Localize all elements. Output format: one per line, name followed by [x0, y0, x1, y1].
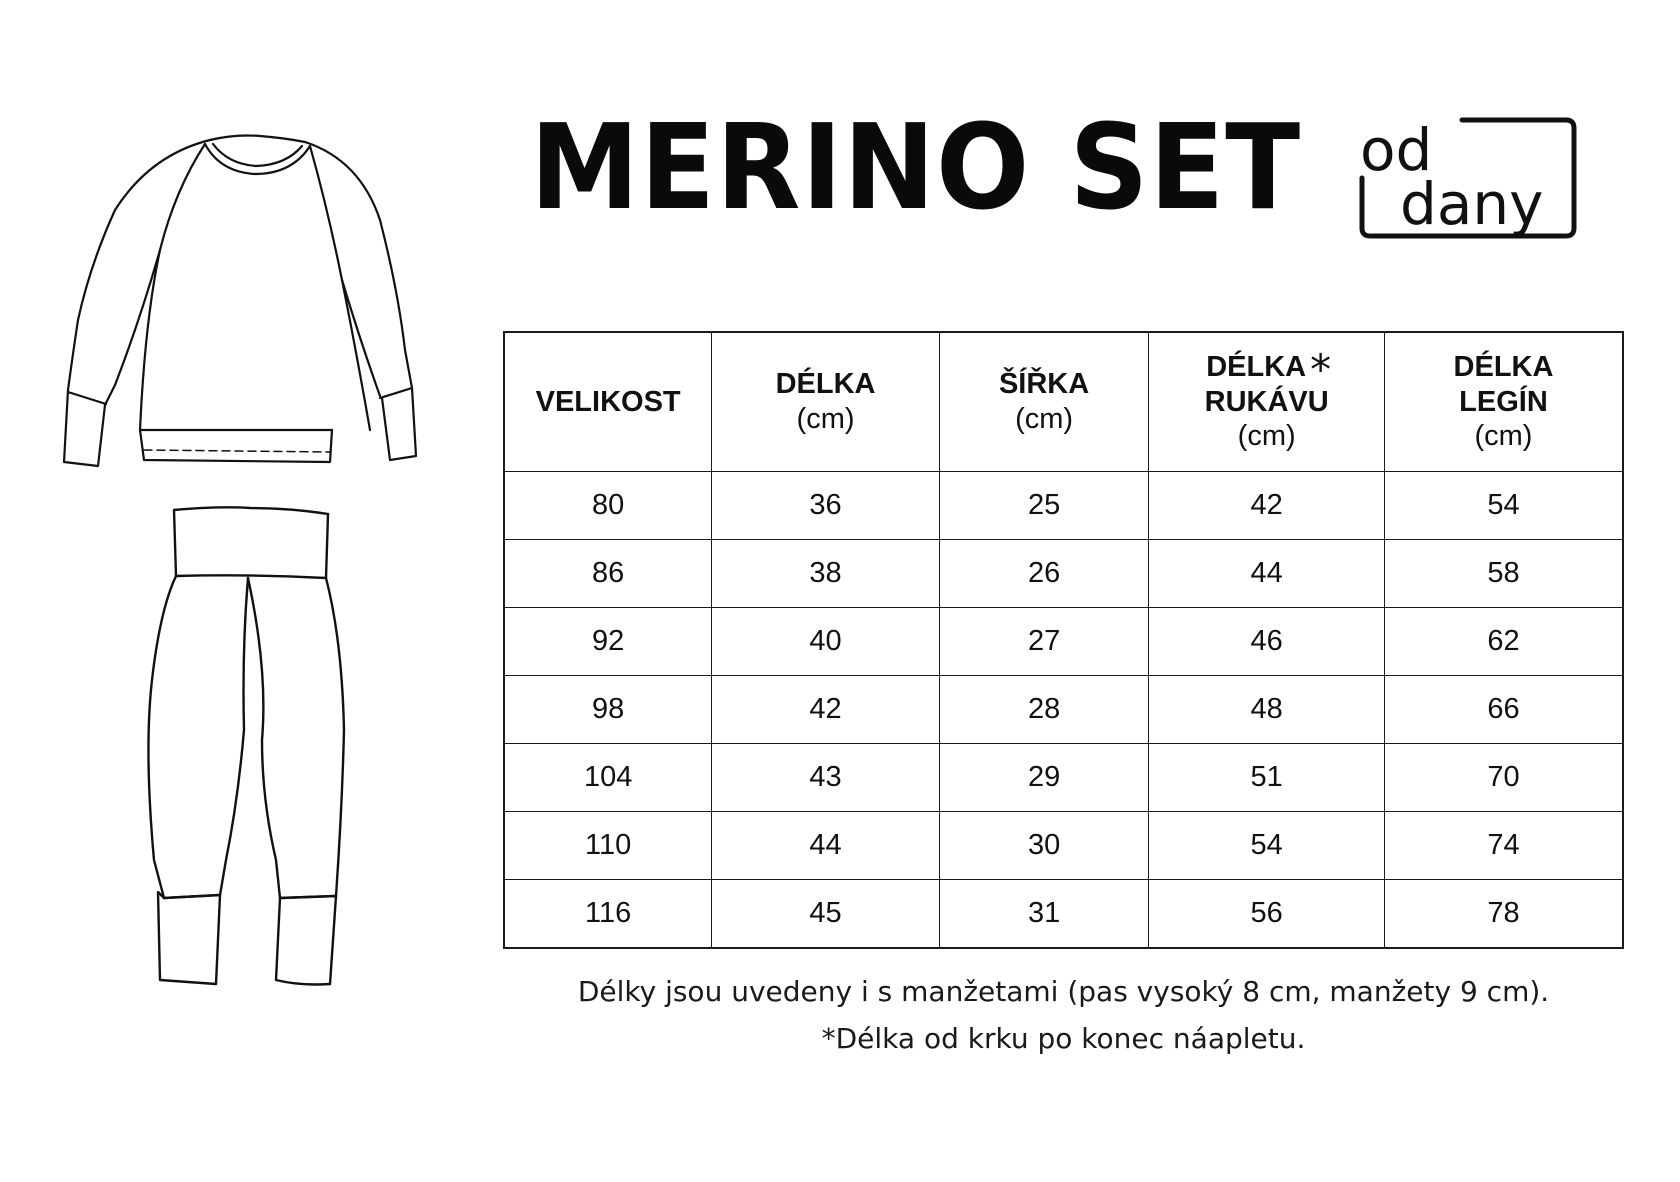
- cell-velikost: 80: [504, 472, 712, 540]
- cell-sirka: 26: [939, 540, 1149, 608]
- table-row: [504, 676, 1623, 744]
- cell-delka: 43: [712, 744, 940, 812]
- cell-delka-legin: 70: [1384, 744, 1623, 812]
- cell-sirka: 27: [939, 608, 1149, 676]
- cell-delka-legin: 58: [1384, 540, 1623, 608]
- od-dany-logo: [1352, 112, 1582, 242]
- cell-delka: 42: [712, 676, 940, 744]
- cell-delka: 44: [712, 812, 940, 880]
- cell-delka-rukavu: 46: [1149, 608, 1385, 676]
- cell-delka: 45: [712, 880, 940, 949]
- cell-velikost: 110: [504, 812, 712, 880]
- note-lengths: Délky jsou uvedeny i s manžetami (pas vysoký 8 cm, manžety 9 cm).: [577, 975, 1550, 1008]
- cell-velikost: 116: [504, 880, 712, 949]
- header-delka-rukavu: DÉLKA* RUKÁVU (cm): [1149, 332, 1385, 472]
- table-header-row: [504, 332, 1623, 472]
- cell-delka-legin: 62: [1384, 608, 1623, 676]
- note-sleeve-length: *Délka od krku po konec náapletu.: [821, 1022, 1306, 1055]
- cell-delka: 38: [712, 540, 940, 608]
- cell-velikost: 92: [504, 608, 712, 676]
- table-row: [504, 608, 1623, 676]
- cell-velikost: 86: [504, 540, 712, 608]
- cell-delka-rukavu: 44: [1149, 540, 1385, 608]
- header-sirka: ŠÍŘKA (cm): [939, 332, 1149, 472]
- cell-velikost: 104: [504, 744, 712, 812]
- leggings-illustration: [130, 500, 370, 990]
- cell-delka-legin: 66: [1384, 676, 1623, 744]
- table-row: [504, 812, 1623, 880]
- table-row: [504, 744, 1623, 812]
- cell-delka-rukavu: 54: [1149, 812, 1385, 880]
- cell-sirka: 31: [939, 880, 1149, 949]
- cell-delka-rukavu: 48: [1149, 676, 1385, 744]
- cell-delka: 36: [712, 472, 940, 540]
- table-row: [504, 880, 1623, 949]
- cell-sirka: 25: [939, 472, 1149, 540]
- cell-delka-rukavu: 51: [1149, 744, 1385, 812]
- cell-sirka: 30: [939, 812, 1149, 880]
- page-title: MERINO SET: [530, 98, 1301, 236]
- cell-delka-rukavu: 42: [1149, 472, 1385, 540]
- table-row: [504, 472, 1623, 540]
- header-delka: DÉLKA (cm): [712, 332, 940, 472]
- cell-delka-rukavu: 56: [1149, 880, 1385, 949]
- cell-velikost: 98: [504, 676, 712, 744]
- svg-text:od: od: [1360, 116, 1433, 184]
- table-row: [504, 540, 1623, 608]
- header-velikost: VELIKOST: [504, 332, 712, 472]
- header-delka-legin: DÉLKA LEGÍN (cm): [1384, 332, 1623, 472]
- asterisk-mark: *: [1310, 344, 1332, 394]
- shirt-illustration: [60, 130, 430, 480]
- size-table: [503, 331, 1624, 949]
- cell-delka: 40: [712, 608, 940, 676]
- cell-sirka: 28: [939, 676, 1149, 744]
- cell-sirka: 29: [939, 744, 1149, 812]
- cell-delka-legin: 54: [1384, 472, 1623, 540]
- cell-delka-legin: 74: [1384, 812, 1623, 880]
- svg-text:dany: dany: [1400, 170, 1544, 238]
- cell-delka-legin: 78: [1384, 880, 1623, 949]
